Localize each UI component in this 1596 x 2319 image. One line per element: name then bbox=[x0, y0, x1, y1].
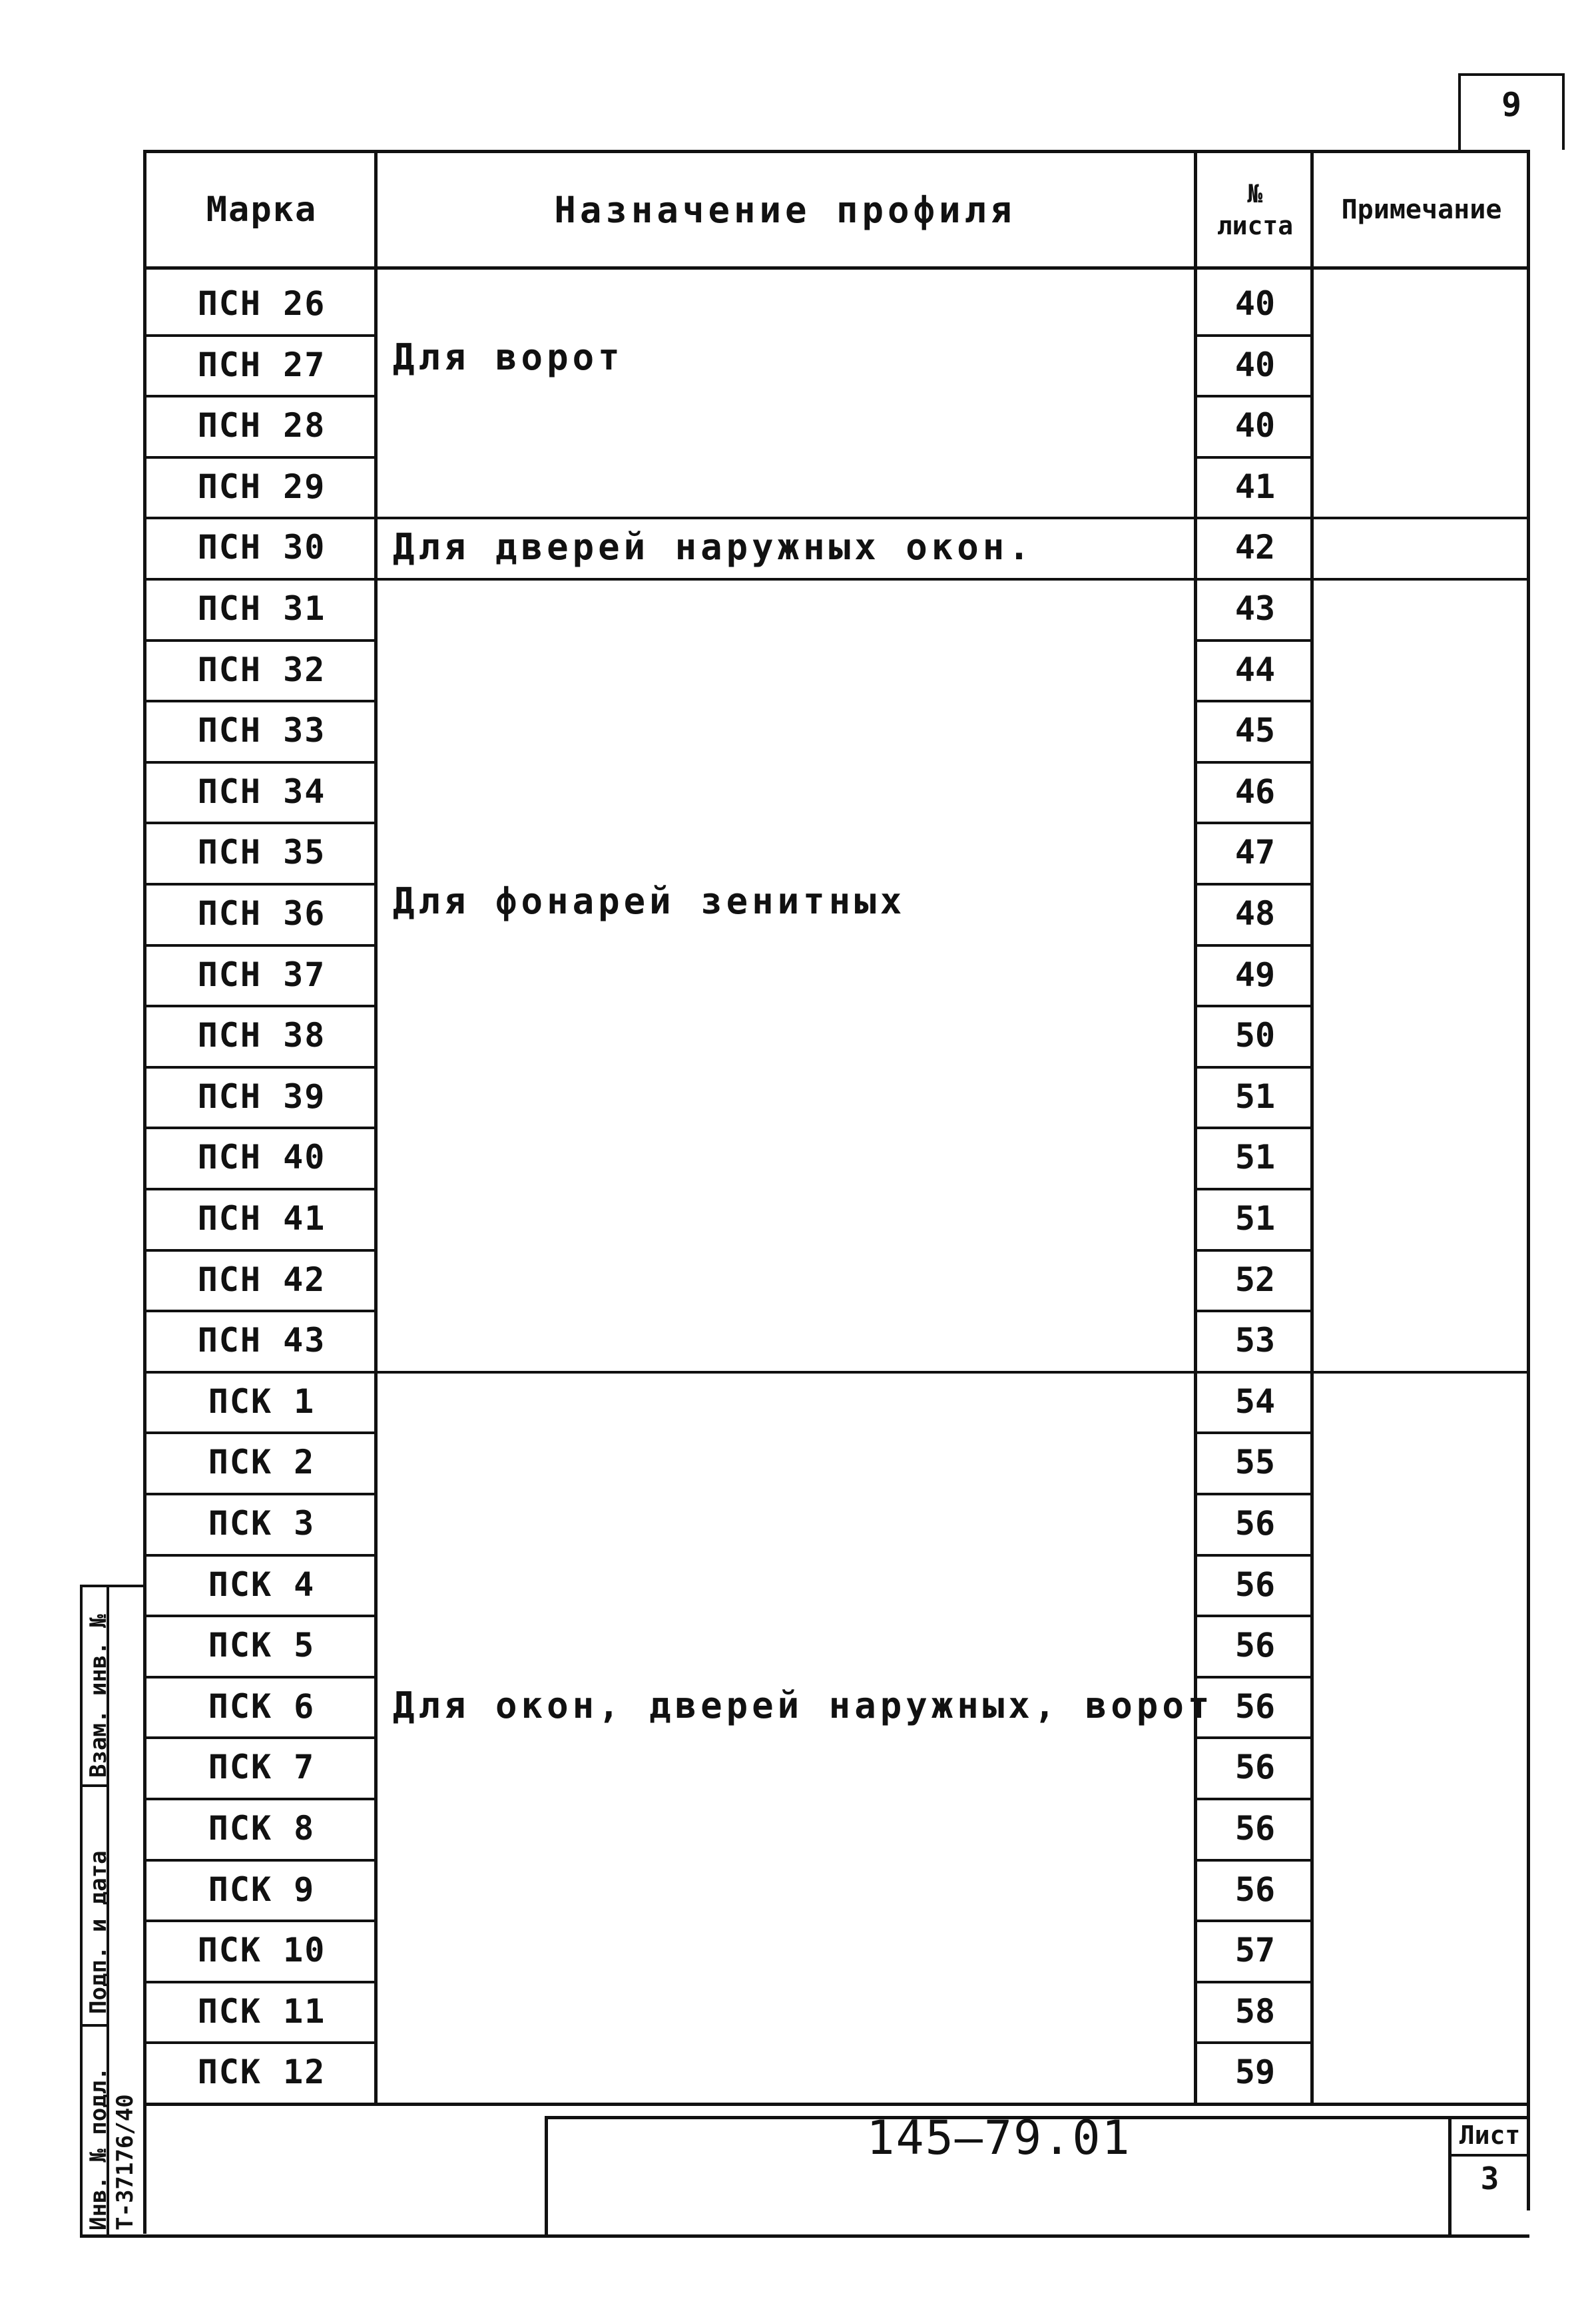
table-left-border bbox=[143, 150, 146, 2147]
header-note: Примечание bbox=[1341, 194, 1502, 225]
row-marka: ПСН 43 bbox=[197, 1321, 326, 1360]
row-sheet-number: 56 bbox=[1234, 1565, 1276, 1604]
row-marka: ПСК 6 bbox=[208, 1686, 316, 1726]
row-marka: ПСК 9 bbox=[208, 1870, 316, 1909]
title-left-border bbox=[143, 2101, 146, 2234]
row-marka: ПСН 34 bbox=[197, 772, 326, 811]
row-marka: ПСН 29 bbox=[197, 467, 326, 506]
row-sheet-number: 57 bbox=[1234, 1931, 1276, 1970]
row-marka: ПСН 33 bbox=[197, 711, 326, 750]
row-marka: ПСН 31 bbox=[197, 589, 326, 628]
purpose-windows-doors-gates: Для окон, дверей наружных, ворот bbox=[393, 1684, 1214, 1726]
row-sheet-number: 46 bbox=[1234, 772, 1276, 811]
row-marka: ПСН 27 bbox=[197, 345, 326, 384]
row-sheet-number: 53 bbox=[1234, 1321, 1276, 1360]
page-bottom-border bbox=[80, 2234, 1529, 2238]
row-marka: ПСК 12 bbox=[197, 2053, 326, 2092]
row-sheet-number: 41 bbox=[1234, 467, 1276, 506]
row-marka: ПСН 35 bbox=[197, 833, 326, 872]
row-marka: ПСК 7 bbox=[208, 1748, 316, 1787]
row-sheet-number: 45 bbox=[1234, 711, 1276, 750]
row-sheet-number: 54 bbox=[1234, 1382, 1276, 1421]
group-separator bbox=[374, 517, 1529, 519]
group-separator bbox=[374, 1371, 1529, 1374]
purpose-outer-doors-windows: Для дверей наружных окон. bbox=[393, 526, 1034, 568]
row-marka: ПСН 30 bbox=[197, 528, 326, 567]
header-bottom-border bbox=[143, 266, 1529, 270]
row-sheet-number: 59 bbox=[1234, 2053, 1276, 2092]
row-sheet-number: 56 bbox=[1234, 1748, 1276, 1787]
stamp-inv-value: Т-37176/40 bbox=[112, 2094, 138, 2230]
row-marka: ПСН 28 bbox=[197, 406, 326, 445]
table-right-border bbox=[1527, 150, 1530, 2210]
stamp-inv-no-podl: Инв. № подл. bbox=[85, 2067, 112, 2230]
row-sheet-number: 52 bbox=[1234, 1260, 1276, 1299]
row-sheet-number: 56 bbox=[1234, 1686, 1276, 1726]
stamp-vzam-inv: Взам. инв. № bbox=[85, 1614, 112, 1778]
row-marka: ПСН 26 bbox=[197, 284, 326, 323]
doc-code: 145—79.01 bbox=[866, 2111, 1131, 2165]
row-sheet-number: 40 bbox=[1234, 345, 1276, 384]
row-sheet-number: 49 bbox=[1234, 955, 1276, 994]
title-sheet-value: 3 bbox=[1480, 2161, 1499, 2196]
row-marka: ПСН 42 bbox=[197, 1260, 326, 1299]
row-sheet-number: 43 bbox=[1234, 589, 1276, 628]
header-sheet-no: № листа bbox=[1216, 179, 1294, 240]
group-separator bbox=[374, 578, 1529, 581]
purpose-gates: Для ворот bbox=[393, 336, 624, 378]
row-sheet-number: 56 bbox=[1234, 1626, 1276, 1665]
row-marka: ПСК 3 bbox=[208, 1504, 316, 1543]
stamp-top-border bbox=[80, 1585, 143, 1587]
title-sheet-sep bbox=[1448, 2154, 1529, 2157]
row-marka: ПСН 38 bbox=[197, 1016, 326, 1055]
row-marka: ПСН 36 bbox=[197, 894, 326, 933]
row-sheet-number: 48 bbox=[1234, 894, 1276, 933]
row-marka: ПСН 39 bbox=[197, 1077, 326, 1116]
row-sheet-number: 40 bbox=[1234, 284, 1276, 323]
row-marka: ПСК 5 bbox=[208, 1626, 316, 1665]
stamp-left-border bbox=[80, 1585, 83, 2237]
row-marka: ПСК 4 bbox=[208, 1565, 316, 1604]
stamp-podp-i-data: Подп. и дата bbox=[85, 1850, 112, 2014]
row-sheet-number: 51 bbox=[1234, 1138, 1276, 1177]
row-sheet-number: 44 bbox=[1234, 650, 1276, 689]
row-marka: ПСК 11 bbox=[197, 1991, 326, 2031]
row-marka: ПСН 32 bbox=[197, 650, 326, 689]
title-sheet-label: Лист bbox=[1459, 2121, 1521, 2150]
row-marka: ПСК 1 bbox=[208, 1382, 316, 1421]
row-marka: ПСН 40 bbox=[197, 1138, 326, 1177]
row-sheet-number: 51 bbox=[1234, 1199, 1276, 1238]
stamp-sep-2 bbox=[80, 2024, 109, 2027]
row-marka: ПСК 8 bbox=[208, 1809, 316, 1848]
row-sheet-number: 47 bbox=[1234, 833, 1276, 872]
row-sheet-number: 50 bbox=[1234, 1016, 1276, 1055]
row-marka: ПСН 37 bbox=[197, 955, 326, 994]
stamp-sep-1 bbox=[80, 1784, 109, 1787]
row-sheet-number: 40 bbox=[1234, 406, 1276, 445]
row-sheet-number: 56 bbox=[1234, 1870, 1276, 1909]
row-marka: ПСК 10 bbox=[197, 1931, 326, 1970]
row-sheet-number: 42 bbox=[1234, 528, 1276, 567]
header-marka: Марка bbox=[206, 190, 318, 230]
row-marka: ПСН 41 bbox=[197, 1199, 326, 1238]
purpose-skylights: Для фонарей зенитных bbox=[393, 880, 906, 922]
row-sheet-number: 58 bbox=[1234, 1991, 1276, 2031]
row-sheet-number: 56 bbox=[1234, 1809, 1276, 1848]
row-marka: ПСК 2 bbox=[208, 1443, 316, 1482]
title-code-left bbox=[545, 2116, 548, 2236]
header-purpose: Назначение профиля bbox=[554, 188, 1016, 231]
page-number: 9 bbox=[1501, 85, 1522, 124]
title-top-border bbox=[143, 2103, 1529, 2106]
row-sheet-number: 51 bbox=[1234, 1077, 1276, 1116]
row-sheet-number: 55 bbox=[1234, 1443, 1276, 1482]
row-sheet-number: 56 bbox=[1234, 1504, 1276, 1543]
